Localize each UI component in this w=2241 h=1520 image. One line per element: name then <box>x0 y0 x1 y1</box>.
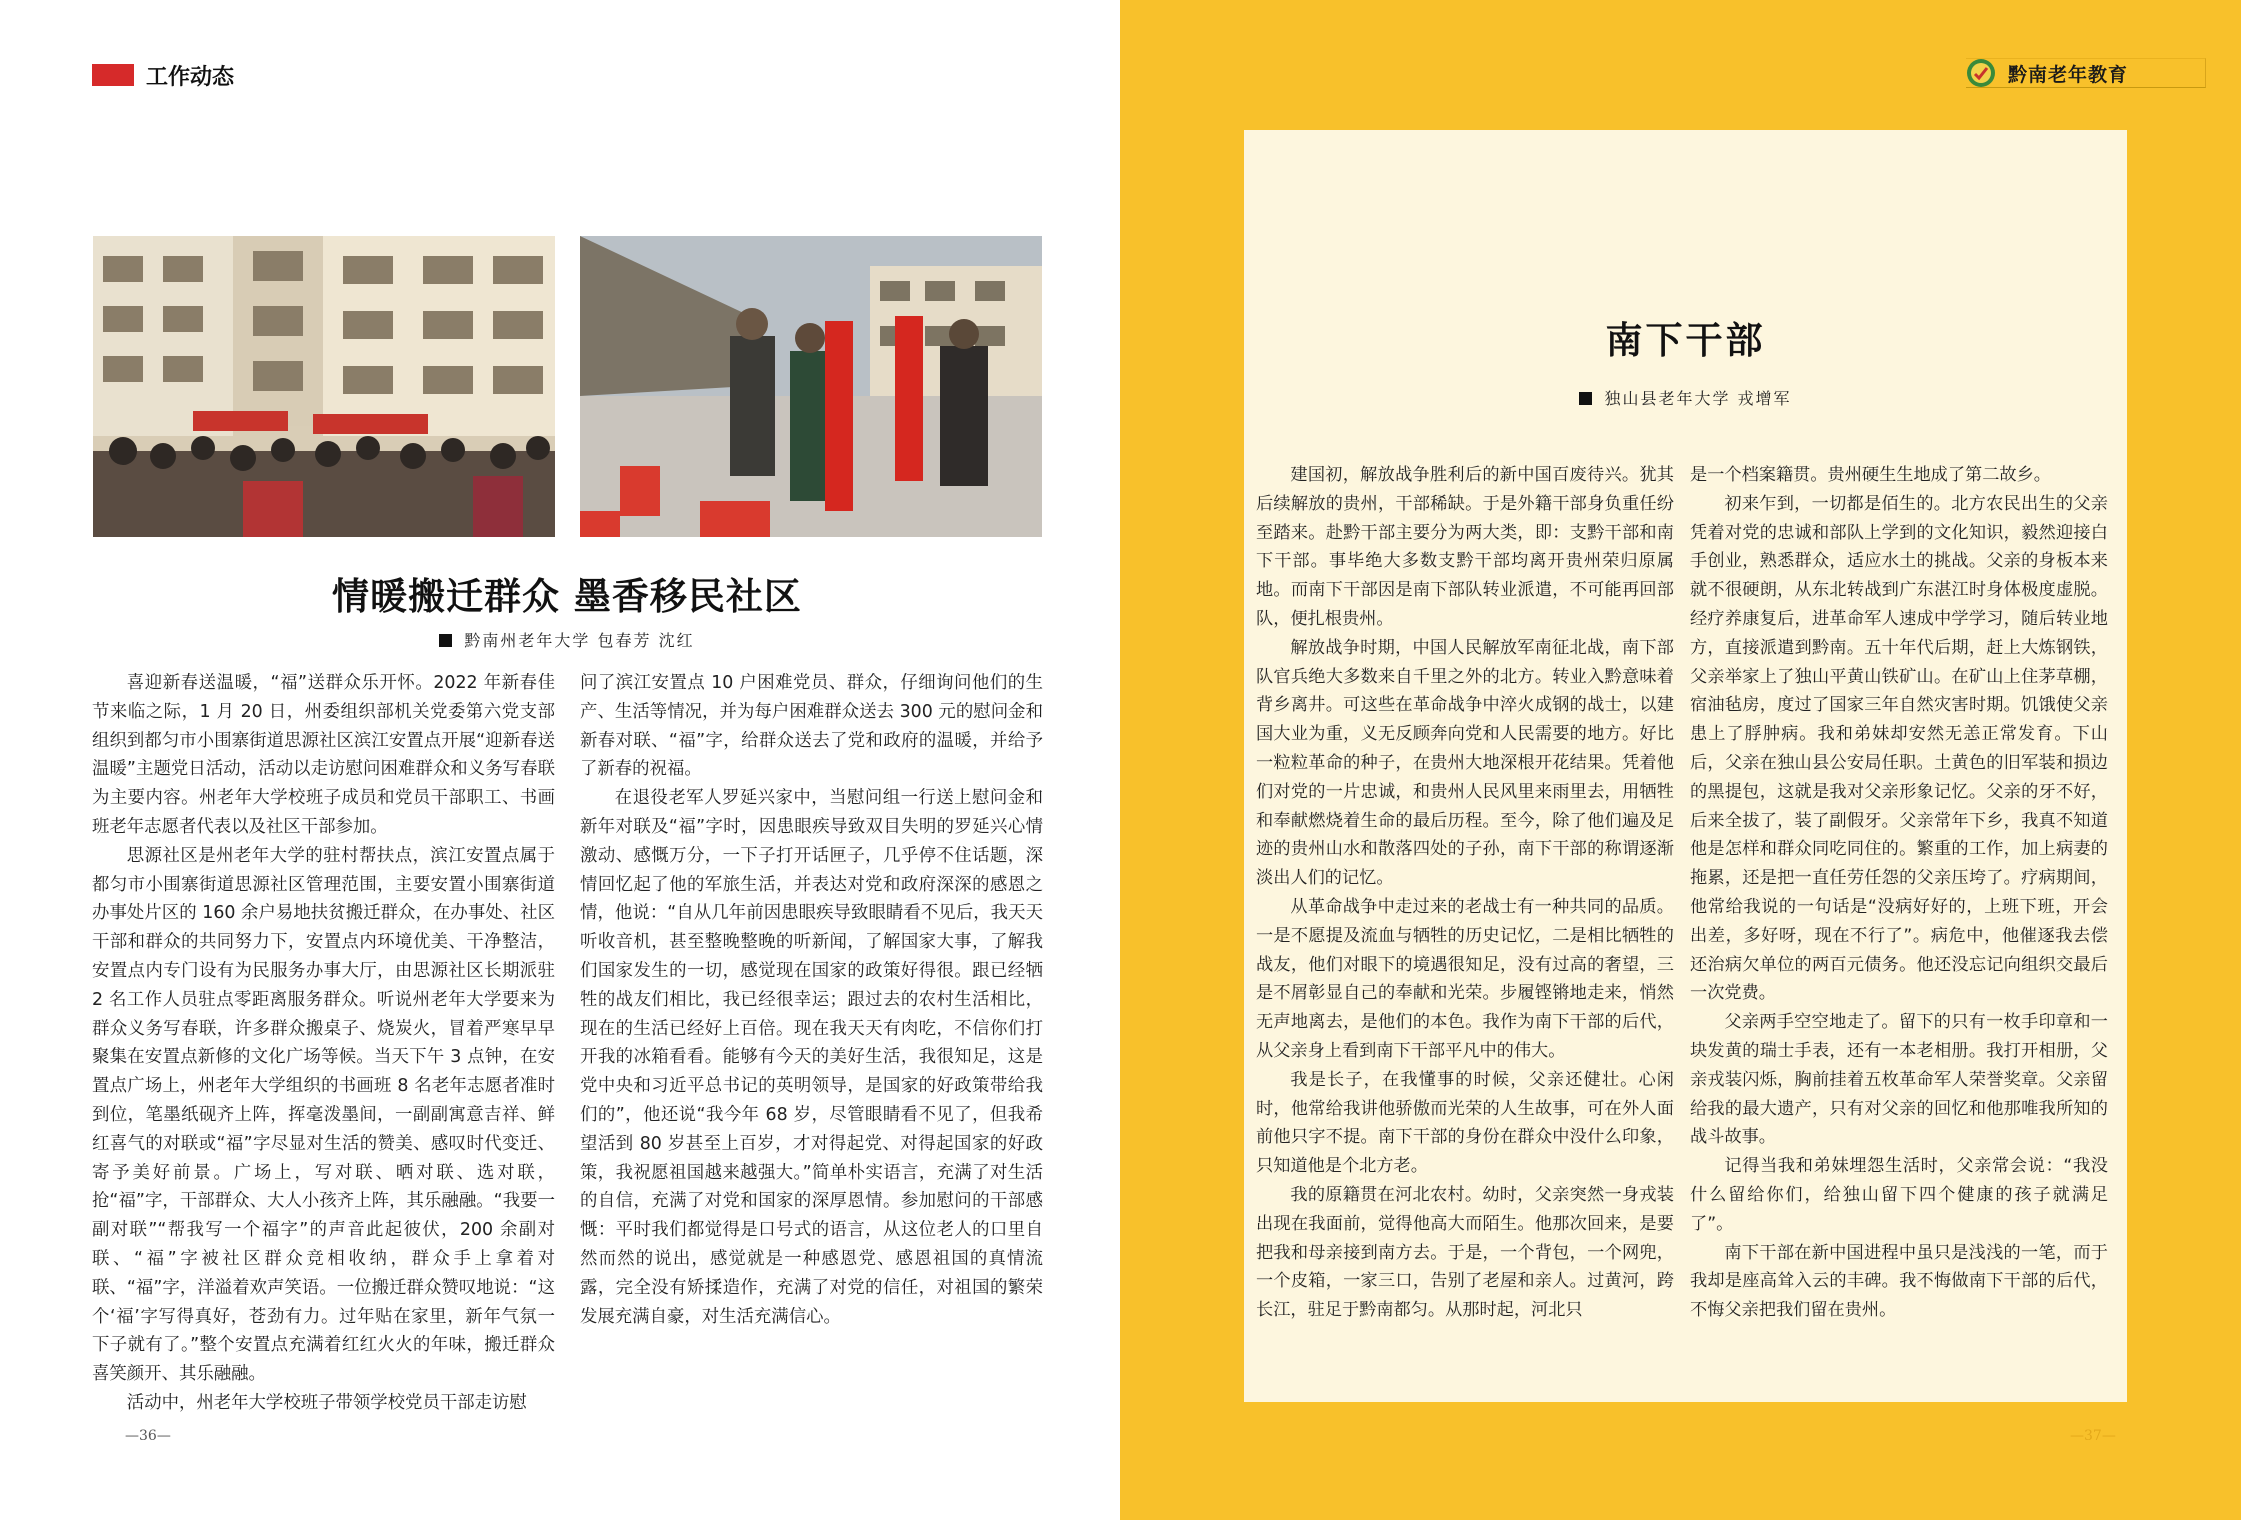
right-page <box>1120 0 2241 1520</box>
section-marker <box>92 64 134 86</box>
paragraph: 解放战争时期，中国人民解放军南征北战，南下部队官兵绝大多数来自千里之外的北方。转业入黔意味着背乡离井。可这些在革命战争中淬火成钢的战士，以建国大业为重，义无反顾奔向党和人民需要的地方。好比一粒粒革命的种子，在贵州大地深根开花结果。凭着他们对党的一片忠诚，和贵州人民风里来雨里去，用牺牲和奉献燃烧着生命的最后历程。至今，除了他们遍及足迹的贵州山水和散落四处的子孙，南下干部的称谓逐渐淡出人们的记忆。 <box>1256 637 1674 889</box>
article-column-1 <box>92 669 555 1418</box>
article-column-1 <box>1256 461 1674 1325</box>
paragraph: 南下干部在新中国进程中虽只是浅浅的一笔，而于我却是座高耸入云的丰碑。我不悔做南下干部的后代，不悔父亲把我们留在贵州。 <box>1690 1242 2108 1321</box>
section-title: 工作动态 <box>146 64 235 90</box>
article-column-2 <box>580 669 1043 1331</box>
journal-logo-icon <box>1966 58 1996 88</box>
left-page <box>0 0 1120 1520</box>
paragraph: 记得当我和弟妹埋怨生活时，父亲常会说：“我没什么留给你们，给独山留下四个健康的孩子就满足了”。 <box>1690 1156 2108 1234</box>
paragraph: 初来乍到，一切都是佰生的。北方农民出生的父亲凭着对党的忠诚和部队上学到的文化知识，毅然迎接白手创业，熟悉群众，适应水土的挑战。父亲的身板本来就不很硬朗，从东北转战到广东湛江时身体极度虚脱。经疗养康复后，进革命军人速成中学学习，随后转业地方，直接派遣到黔南。五十年代后期，赶上大炼钢铁，父亲举家上了独山平黄山铁矿山。在矿山上住茅草棚，宿油毡房，度过了国家三年自然灾害时期。饥饿使父亲患上了脬肿病。我和弟妹却安然无恙正常发育。下山后，父亲在独山县公安局任职。土黄色的旧军装和损边的黑提包，这就是我对父亲形象记忆。父亲的牙不好，后来全拔了，装了副假牙。父亲常年下乡，我真不知道他是怎样和群众同吃同住的。繁重的工作，加上病妻的拖累，还是把一直任劳任怨的父亲压垮了。疗病期间，他常给我说的一句话是“没病好好的，上班下班，开会出差，多好呀，现在不行了”。病危中，他催逐我去偿还治病欠单位的两百元债务。他还没忘记向组织交最后一次党费。 <box>1690 493 2108 1004</box>
photo-calligraphy-crowd <box>93 236 555 537</box>
page-number: —36— <box>125 1428 171 1444</box>
paragraph: 思源社区是州老年大学的驻村帮扶点，滨江安置点属于都匀市小围寨街道思源社区管理范围，主要安置小围寨街道办事处片区的 160 余户易地扶贫搬迁群众，在办事处、社区干部和群众的共同努力下，安置点内环境优美、干净整洁，安置点内专门设有为民服务办事大厅，由思源社区长期派驻 2 名工作人员驻点零距离服务群众。听说州老年大学要来为群众义务写春联，许多群众搬桌子、烧炭火，冒着严寒早早聚集在安置点新修的文化广场等候。当天下午 3 点钟，在安置点广场上，州老年大学组织的书画班 8 名老年志愿者准时到位，笔墨纸砚齐上阵，挥毫泼墨间，一副副寓意吉祥、鲜红喜气的对联或“福”字尽显对生活的赞美、感叹时代变迁、寄予美好前景。广场上，写对联、晒对联、选对联，抢“福”字，干部群众、大人小孩齐上阵，其乐融融。“我要一副对联”“帮我写一个福字”的声音此起彼伏，200 余副对联、“福”字被社区群众竞相收纳，群众手上拿着对联、“福”字，洋溢着欢声笑语。一位搬迁群众赞叹地说：“这个‘福’字写得真好，苍劲有力。过年贴在家里，新年气氛一下子就有了。”整个安置点充满着红红火火的年味，搬迁群众喜笑颜开、其乐融融。 <box>92 845 555 1385</box>
journal-header <box>1966 58 2206 88</box>
section-header <box>92 60 234 90</box>
page-number: —37— <box>2070 1428 2116 1444</box>
paragraph: 父亲两手空空地走了。留下的只有一枚手印章和一块发黄的瑞士手表，还有一本老相册。我打开相册，父亲戎装闪烁，胸前挂着五枚革命军人荣誉奖章。父亲留给我的最大遗产，只有对父亲的回忆和他那唯我所知的战斗故事。 <box>1690 1012 2108 1148</box>
byline-text: 黔南州老年大学 包春芳 沈红 <box>464 631 695 650</box>
article-column-2 <box>1690 461 2108 1325</box>
paragraph: 是一个档案籍贯。贵州硬生生地成了第二故乡。 <box>1690 465 2051 485</box>
paragraph: 在退役老军人罗延兴家中，当慰问组一行送上慰问金和新年对联及“福”字时，因患眼疾导致双目失明的罗延兴心情激动、感慨万分，一下子打开话匣子，几乎停不住话题，深情回忆起了他的军旅生活，并表达对党和政府深深的感恩之情，他说：“自从几年前因患眼疾导致眼睛看不见后，我天天听收音机，甚至整晚整晚的听新闻，了解国家大事，了解我们国家发生的一切，感觉现在国家的政策好得很。跟已经牺牲的战友们相比，我已经很幸运；跟过去的农村生活相比，现在的生活已经好上百倍。现在我天天有肉吃，不信你们打开我的冰箱看看。能够有今天的美好生活，我很知足，这是党中央和习近平总书记的英明领导，是国家的好政策带给我们的”，他还说“我今年 68 岁，尽管眼睛看不见了，但我希望活到 80 岁甚至上百岁，才对得起党、对得起国家的好政策，我祝愿祖国越来越强大。”简单朴实语言，充满了对生活的自信，充满了对党和国家的深厚恩情。参加慰问的干部感慨：平时我们都觉得是口号式的语言，从这位老人的口里自然而然的说出，感觉就是一种感恩党、感恩祖国的真情流露，完全没有矫揉造作，充满了对党的信任，对祖国的繁荣发展充满自豪，对生活充满信心。 <box>580 788 1043 1327</box>
article-title: 南下干部 <box>1605 319 1766 362</box>
byline-bullet <box>439 634 452 647</box>
paragraph: 建国初，解放战争胜利后的新中国百废待兴。犹其后续解放的贵州，干部稀缺。于是外籍干部身负重任纷至踏来。赴黔干部主要分为两大类，即：支黔干部和南下干部。事毕绝大多数支黔干部均离开贵州荣归原属地。而南下干部因是南下部队转业派遣，不可能再回部队，便扎根贵州。 <box>1256 465 1674 629</box>
paragraph: 我是长子，在我懂事的时候，父亲还健壮。心闲时，他常给我讲他骄傲而光荣的人生故事，可在外人面前他只字不提。南下干部的身份在群众中没什么印象，只知道他是个北方老。 <box>1256 1069 1674 1177</box>
photo-couplets <box>580 236 1042 537</box>
article-byline <box>1244 386 2127 409</box>
paragraph: 我的原籍贯在河北农村。幼时，父亲突然一身戎装出现在我面前，觉得他高大而陌生。他那次回来，是要把我和母亲接到南方去。于是，一个背包，一个网兜，一个皮箱，一家三口，告别了老屋和亲人。过黄河，跨长江，驻足于黔南都匀。从那时起，河北只 <box>1256 1184 1674 1321</box>
article-byline <box>92 628 1042 651</box>
paragraph: 问了滨江安置点 10 户困难党员、群众，仔细询问他们的生产、生活等情况，并为每户困难群众送去 300 元的慰问金和新春对联、“福”字，给群众送去了党和政府的温暖，并给予了新春的祝福。 <box>580 673 1043 780</box>
byline-text: 独山县老年大学 戎增军 <box>1604 389 1792 408</box>
journal-name: 黔南老年教育 <box>2008 63 2129 86</box>
paragraph: 喜迎新春送温暖，“福”送群众乐开怀。2022 年新春佳节来临之际，1 月 20 日，州委组织部机关党委第六党支部组织到都匀市小围寨街道思源社区滨江安置点开展“迎新春送温暖”主题党日活动，活动以走访慰问困难群众和义务写春联为主要内容。州老年大学校班子成员和党员干部职工、书画班老年志愿者代表以及社区干部参加。 <box>92 673 555 837</box>
article-title: 情暖搬迁群众 墨香移民社区 <box>332 575 802 618</box>
paragraph: 从革命战争中走过来的老战士有一种共同的品质。一是不愿提及流血与牺牲的历史记忆，二是相比牺牲的战友，他们对眼下的境遇很知足，没有过高的奢望，三是不屑彰显自己的奉献和光荣。步履铿锵地走来，悄然无声地离去，是他们的本色。我作为南下干部的后代，从父亲身上看到南下干部平凡中的伟大。 <box>1256 896 1674 1061</box>
byline-bullet <box>1579 392 1592 405</box>
article-card <box>1244 130 2127 1402</box>
paragraph: 活动中，州老年大学校班子带领学校党员干部走访慰 <box>126 1392 527 1413</box>
